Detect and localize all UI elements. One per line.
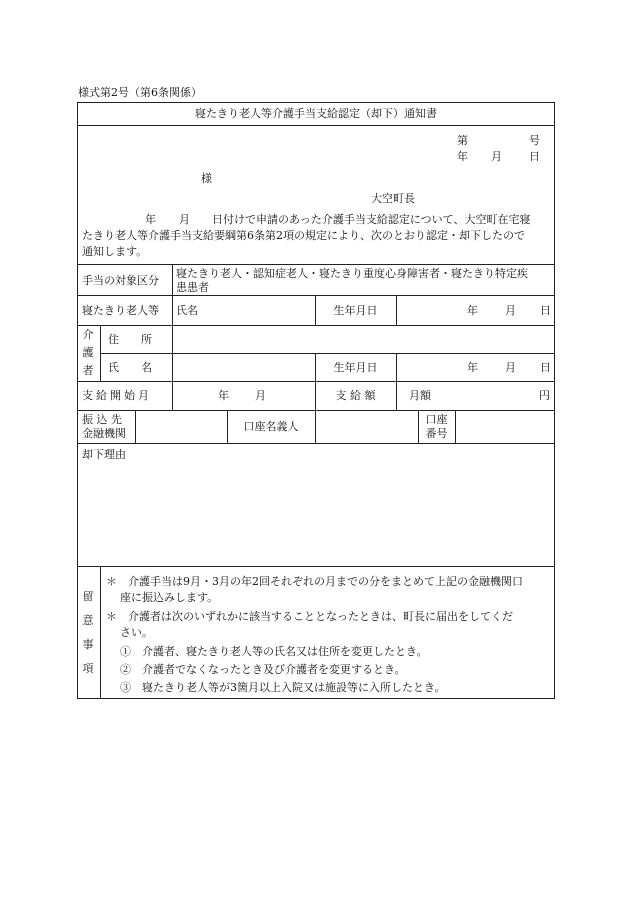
bank-label-line-2: 金融機関	[82, 427, 126, 440]
body-line-3: 通知します。	[82, 245, 148, 258]
form-number-label: 様式第2号（第6条関係）	[78, 86, 202, 99]
caregiver-group-char-2: 護	[82, 346, 94, 359]
payment-start-year: 年	[218, 389, 229, 402]
elderly-label: 寝たきり老人等	[82, 304, 159, 317]
document-number-prefix: 第	[457, 134, 468, 147]
col-elderly-label	[172, 295, 173, 325]
form-title: 寝たきり老人等介護手当支給認定（却下）通知書	[195, 107, 437, 120]
issue-date-month: 月	[491, 150, 502, 163]
body-line-2: たきり老人等介護手当支給要綱第6条第2項の規定により、次のとおり認定・却下したので	[82, 229, 525, 242]
notes-label-char-4: 項	[82, 662, 94, 675]
col-payment-label	[172, 381, 173, 410]
col-bank-5	[455, 410, 456, 443]
account-holder-label: 口座名義人	[243, 420, 299, 433]
target-options-line-2: 患患者	[176, 281, 209, 294]
caregiver-name-label: 氏 名	[108, 361, 152, 374]
payment-monthly-label: 月額	[409, 389, 431, 402]
col-bank-1	[135, 410, 136, 443]
issuer-name: 大空町長	[371, 192, 415, 205]
elderly-birth-month: 月	[505, 304, 516, 317]
caregiver-birth-day: 日	[540, 361, 551, 374]
caregiver-group-char-1: 介	[82, 328, 94, 341]
body-year: 年	[145, 213, 156, 226]
rule-bank	[77, 443, 555, 444]
notes-label-char-1: 留	[82, 590, 94, 603]
note-1-line-2: 座に振込みします。	[120, 591, 219, 604]
target-options-line-1: 寝たきり老人・認知症老人・寝たきり重度心身障害者・寝たきり特定疾	[176, 267, 528, 280]
bank-label-line-1: 振 込 先	[82, 413, 122, 426]
col-payment-amount-r	[396, 381, 397, 410]
rule-elderly	[77, 325, 555, 326]
body-month: 月	[179, 213, 190, 226]
rule-rejection	[77, 566, 555, 567]
caregiver-birth-month: 月	[505, 361, 516, 374]
col-notes	[100, 566, 101, 699]
note-1-line-1: ＊ 介護手当は9月・3月の年2回それぞれの月までの分をまとめて上記の金融機関口	[106, 575, 523, 588]
payment-start-label: 支給開始月	[82, 389, 152, 402]
issue-date-year: 年	[457, 150, 468, 163]
account-number-label-line-2: 番号	[425, 427, 448, 440]
body-line-1: 日付けで申請のあった介護手当支給認定について、大空町在宅寝	[212, 213, 531, 226]
account-number-label-line-1: 口座	[425, 413, 448, 426]
col-caregiver-birth-r	[396, 353, 397, 381]
elderly-name-label: 氏名	[176, 304, 198, 317]
caregiver-birth-year: 年	[467, 361, 478, 374]
rule-caregiver	[77, 381, 555, 382]
caregiver-group-char-3: 者	[82, 364, 94, 377]
notes-label-char-2: 意	[82, 614, 94, 627]
elderly-birth-day: 日	[540, 304, 551, 317]
rule-title	[77, 125, 555, 126]
elderly-birth-label: 生年月日	[333, 304, 378, 317]
rejection-reason-label: 却下理由	[82, 448, 126, 461]
rule-target	[77, 295, 555, 296]
col-caregiver-group	[100, 325, 101, 381]
issue-date-day: 日	[529, 150, 540, 163]
note-sub-1: ① 介護者、寝たきり老人等の氏名又は住所を変更したとき。	[120, 645, 428, 658]
document-number-suffix: 号	[529, 134, 540, 147]
note-sub-3: ③ 寝たきり老人等が3箇月以上入院又は施設等に入所したとき。	[120, 681, 446, 694]
rule-body	[77, 264, 555, 265]
notes-label-char-3: 事	[82, 638, 94, 651]
note-2-line-2: さい。	[120, 626, 153, 639]
caregiver-address-label: 住 所	[108, 333, 152, 346]
caregiver-birth-label: 生年月日	[333, 361, 378, 374]
payment-amount-label: 支 給 額	[335, 389, 376, 402]
note-sub-2: ② 介護者でなくなったとき及び介護者を変更するとき。	[120, 663, 406, 676]
col-caregiver-label	[172, 325, 173, 381]
col-target	[172, 264, 173, 295]
col-bank-3	[315, 410, 316, 443]
rule-payment	[77, 410, 555, 411]
target-label: 手当の対象区分	[82, 274, 159, 287]
elderly-birth-year: 年	[467, 304, 478, 317]
payment-start-month: 月	[255, 389, 266, 402]
col-elderly-birth-r	[396, 295, 397, 325]
rule-caregiver-mid	[100, 353, 555, 354]
payment-yen: 円	[539, 389, 550, 402]
note-2-line-1: ＊ 介護者は次のいずれかに該当することとなったときは、町長に届出をしてくだ	[106, 610, 513, 623]
addressee-suffix: 様	[201, 172, 212, 185]
